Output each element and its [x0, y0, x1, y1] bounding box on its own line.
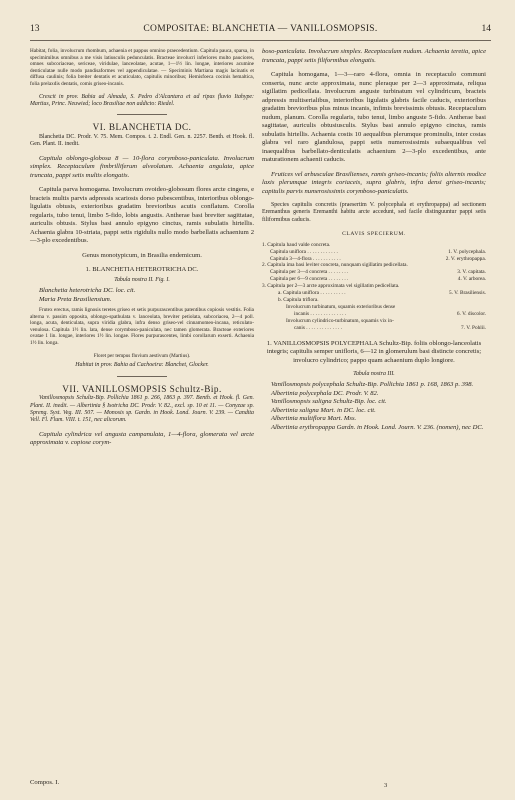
key-row: [262, 256, 486, 263]
species-6-1-synonym: Blanchetia heterotricha DC. loc. cit.: [39, 287, 136, 295]
right-column: [262, 48, 486, 432]
right-page-number: 14: [481, 24, 491, 34]
species-6-1-description: Frutex erectus, ramis lignosis teretes griseo et setis purpurascentibus patentibus copiosis vestitis. Folia alterna v. passim opposita, oblongo-spathulata v. lanceolata, breviter petiolata, subcoriacea, 2—4 poll. longa, acuta, denticulata, supra viridia glabra, infra denso griseo-vel cinnamomeo-incana, reticulato-venulosa. Capitula 1½ lin. lata, dense corymboso-paniculata, nec tamen glomerata. Bracteae exteriores ovatae 1 lin. longae, interiores 1½ lin. longae. Flores purpurascentes, limbi corollarum exserti. Achaenia 1½ lin. longa.: [30, 307, 254, 347]
key-lead: 1. Capitula haud valde concreta.: [262, 241, 331, 248]
species-6-1-flowering: Floret per tempus fluvium aestivum (Martius).: [93, 352, 191, 359]
key-lead: Capitula per 3—4 concreta . . . . . . . .: [270, 269, 349, 276]
key-row: [262, 304, 486, 311]
key-result: [484, 283, 486, 290]
key-row: [262, 276, 486, 283]
synonym: Vanillosmopsis saligna Schultz-Bip. loc. cit.: [271, 398, 387, 406]
key-result: 4. V. arborea.: [457, 276, 486, 283]
species-6-1-tabula: Tabula nostra II. Fig. I.: [114, 276, 170, 283]
continued-description: Habitat, folia, involucrum rhombum, achaenia et pappus omnino praecedentium. Capitula pauca, sparsa, in specimimibus omnibus a me visis latiusculis pedunculatis. Bracteae involucri inferiores multo pauciores, omnes subcoriaceae, sericeae, viridulae, lanceolatae, acutae, 1—1½ lin. longae, interiores acumine denticulatae nulle modo pandisaformes vel appendiculatae. — Speciminis Martiana magis lacinatis et diffusa caulinis; folia breiter dentatis et acuticulato, capitulis minoribus; Hemisfoeca cocinis hemaltica, folia prelaxdis dentatis, comis griseo-incanis.: [30, 48, 254, 87]
species-7-1-title: 1. VANILLOSMOPSIS POLYCEPHALA Schultz-Bip. foliis oblongo-lanceolatis integris; capitulis semper unifloris, 6—12 in glomerulum basi distincte concretis; involucro cylindrico; pappo quam achaenium duplo longiore.: [266, 339, 482, 364]
key-result: 5. V. Brasiliensis.: [448, 290, 486, 297]
genus-7-title: VII. VANILLOSMOPSIS Schultz-Bip.: [62, 383, 222, 394]
key-result: [484, 242, 486, 249]
genus-6-description: Capitula parva homogama. Involucrum ovoideo-globosum flores arcte cingens, e bracteis multis parvis adpressis scariosis dorso pubescentibus, interioribus oblongo-ligulatis obtusis, exterioribus gradatim brevioribus acutis conflatum. Corolla regularis, tubo tenui, limbo 5-fido, lobis angustis. Antherae basi breviter sagittatae, auriculis obtusis. Stylus basi annulo epigyno cinctus, ramis subulatis hirtellis. Achaenia glabra 10-striata, pappi setis rigidulis nullo modo barbellatis achaenium 2—3-plo excedentibus.: [30, 186, 254, 245]
key-row: [262, 262, 486, 269]
left-page-number: 13: [30, 24, 40, 34]
species-6-1-vernacular: Maria Preta Brasiliensium.: [39, 295, 112, 303]
key-row: [262, 290, 486, 297]
signature-mark: Compos. I.: [30, 779, 60, 786]
genus-7-habit: Frutices vel arbusculae Brasilienses, ramis griseo-incanis; foliis alternis modice laxis plerumque integris coriaceis, supra glabris, infra densi griseo-incanis; capitulis parvis numerosissimis corymboso-paniculatis.: [262, 170, 486, 195]
key-result: [484, 304, 486, 311]
running-header: [30, 24, 491, 38]
page-mark: 3: [384, 782, 388, 789]
key-result: [484, 262, 486, 269]
key-lead: Capitula uniflora . . . . . . . . . . . .: [270, 248, 338, 255]
key-result: 2. V. erythropappa.: [445, 255, 486, 262]
left-column: [30, 48, 254, 454]
key-row: [262, 297, 486, 304]
synonym: Vanillosmopsis polycephala Schultz-Bip. Pollichia 1861 p. 168, 1863 p. 398.: [271, 381, 474, 389]
key-result: 6. V. discolor.: [456, 310, 486, 317]
key-result: 7. V. Pohlii.: [461, 324, 486, 331]
key-row: [262, 318, 486, 325]
key-lead: b. Capitula triflora.: [278, 296, 319, 303]
genus-7-note: Species capitulis concretis (praesertim V. polycephala et erythropappa) ad sectionem Eremanthus generis Eremanthi habitu arcte accedunt, sed facile distinguuntur pappi setis filiformibus caducis.: [262, 202, 486, 223]
key-lead: canis . . . . . . . . . . . . . .: [294, 324, 342, 331]
species-7-1-tabula: Tabula nostra III.: [353, 371, 395, 377]
genus-6-diagnosis: Capitula oblongo-globosa 8 — 10-flora corymboso-paniculata. Involucrum simplex. Receptaculum fimbrilliferum alveolatum. Achaenia angulata, apice truncata, pappi setis multis elongatis.: [30, 154, 254, 179]
section-rule-2: [117, 376, 167, 377]
synonym-list: [262, 381, 486, 432]
key-lead: Involucrum cylindrico-turbinatum, squamis vix in-: [286, 317, 394, 324]
synonym: Albertinia polycephala DC. Prodr. V. 82.: [271, 389, 379, 397]
key-result: 1. V. polycephala.: [448, 248, 486, 255]
key-result: [484, 318, 486, 325]
genus-6-title: VI. BLANCHETIA DC.: [92, 122, 192, 133]
key-lead: a. Capitula uniflora . . . . . . . . . .: [278, 290, 346, 297]
key-row: [262, 269, 486, 276]
synonym: Albertinia erythropappa Gardn. in Hook. Lond. Journ. V. 236. (nomen), nec DC.: [271, 423, 484, 431]
species-6-1-habitat: Habitat in prov. Bahia ad Cachoeira: Blanchet, Glocker.: [75, 362, 209, 369]
synonym: Albertinia multiflora Mart. Mss.: [271, 415, 357, 423]
key-result: 3. V. capitata.: [457, 269, 486, 276]
section-rule: [117, 114, 167, 115]
key-row: [262, 249, 486, 256]
key-row: [262, 311, 486, 318]
running-title: COMPOSITAE: BLANCHETIA — VANILLOSMOPSIS.: [143, 24, 378, 34]
key-title: CLAVIS SPECIERUM.: [342, 231, 406, 238]
genus-6-note: Genus monotypicum, in Brasilia endemicum.: [82, 251, 202, 259]
key-row: [262, 242, 486, 249]
genus-6-reference: Blanchetia DC. Prodr. V. 75. Mem. Compos. t. 2. Endl. Gen. n. 2257. Benth. et Hook. fl. Gen. Plant. II. inedit.: [30, 133, 254, 148]
genus-7-description: Capitula homogama, 1—3—raro 4-flora, omnia in receptaculo communi conserta, nunc arcte approximata, nunc pleraque per 2—3 approximata, reliqua sigillatim pedicellata. Involucrum anguste turbinatum vel cylindricum, bracteis adpressis multiserialibus, interioribus ligulatis glabris facile caducis, exterioribus gradatim brevioribus plus minus incanis, infimis brevissimis obtusis. Receptaculum nudum, planum. Corolla regularis, tubo tenui, limbo anguste 5-fido. Antherae basi sagittatae, auriculis obtusiusculis. Stylus basi annulo epigyno cinctus, ramis subulatis hirtellis. Achaenia costis 10 aequalibus plerumque prominulis, inter costas glabra vel raro glandulosa, pappi setis numerosissimis subaequalibus vel inaequalibus barbellato-denticulatis achaenium 2—3-plo excedentibus, ante maturationem achaenii caducis.: [262, 71, 486, 163]
species-6-1-title: 1. BLANCHETIA HETEROTRICHA DC.: [85, 266, 199, 274]
key-lead: Capitula per 6—9 concreta . . . . . . . .: [270, 276, 349, 283]
key-lead: Capitula 3—4-flora . . . . . . . . . . .: [270, 255, 341, 262]
header-rule: [30, 40, 491, 41]
key-lead: incanis . . . . . . . . . . . . . .: [294, 310, 347, 317]
species-key: [262, 242, 486, 332]
synonym: Albertinia saligna Mart. in DC. loc. cit.: [271, 406, 376, 414]
genus-7-reference: Vanillosmopsis Schultz-Bip. Pollichia 1861 p. 266, 1863 p. 397. Benth. et Hook. fl. Gen. Plant. II. inedit. — Albertinia § Isotricha DC. Prodr. V. 82., excl. sp. 10 et 11. — Conyzae sp. Spreng. Syst. Veg. III. 507. — Monosis sp. Gardn. in Hook. Lond. Journ. V. 239. — Candita Vell. Fl. Flum. VIII. t. 151, nec alicorum.: [30, 395, 254, 424]
key-lead: Involucrum turbinatum, squamis exterioribus dense: [286, 303, 396, 310]
key-row: [262, 283, 486, 290]
locality-note: Crescit in prov. Bahia ad Almada, S. Pedro d'Alcantara et ad ripas fluvio Itahype: Martius, Princ. Neuwied; loco Brasiliae non addicto: Riedel.: [30, 93, 254, 107]
key-result: [484, 297, 486, 304]
genus-7-diagnosis: Capitula cylindrica vel angusta campanulata, 1—4-flora, glomerata vel arcte approximata v. copiose corym-: [30, 430, 254, 447]
key-lead: 3. Capitula per 2—3 arcte approximata vel sigillatim pedicellata.: [262, 283, 400, 290]
key-lead: 2. Capitula ima basi leviter concreta, nunquam sigillatim pedicellata.: [262, 262, 408, 269]
key-row: [262, 325, 486, 332]
genus-7-diagnosis-cont: boso-paniculata. Involucrum simplex. Receptaculum nudum. Achaenia teretia, apice truncata, pappi setis filiformibus elongatis.: [262, 48, 486, 64]
